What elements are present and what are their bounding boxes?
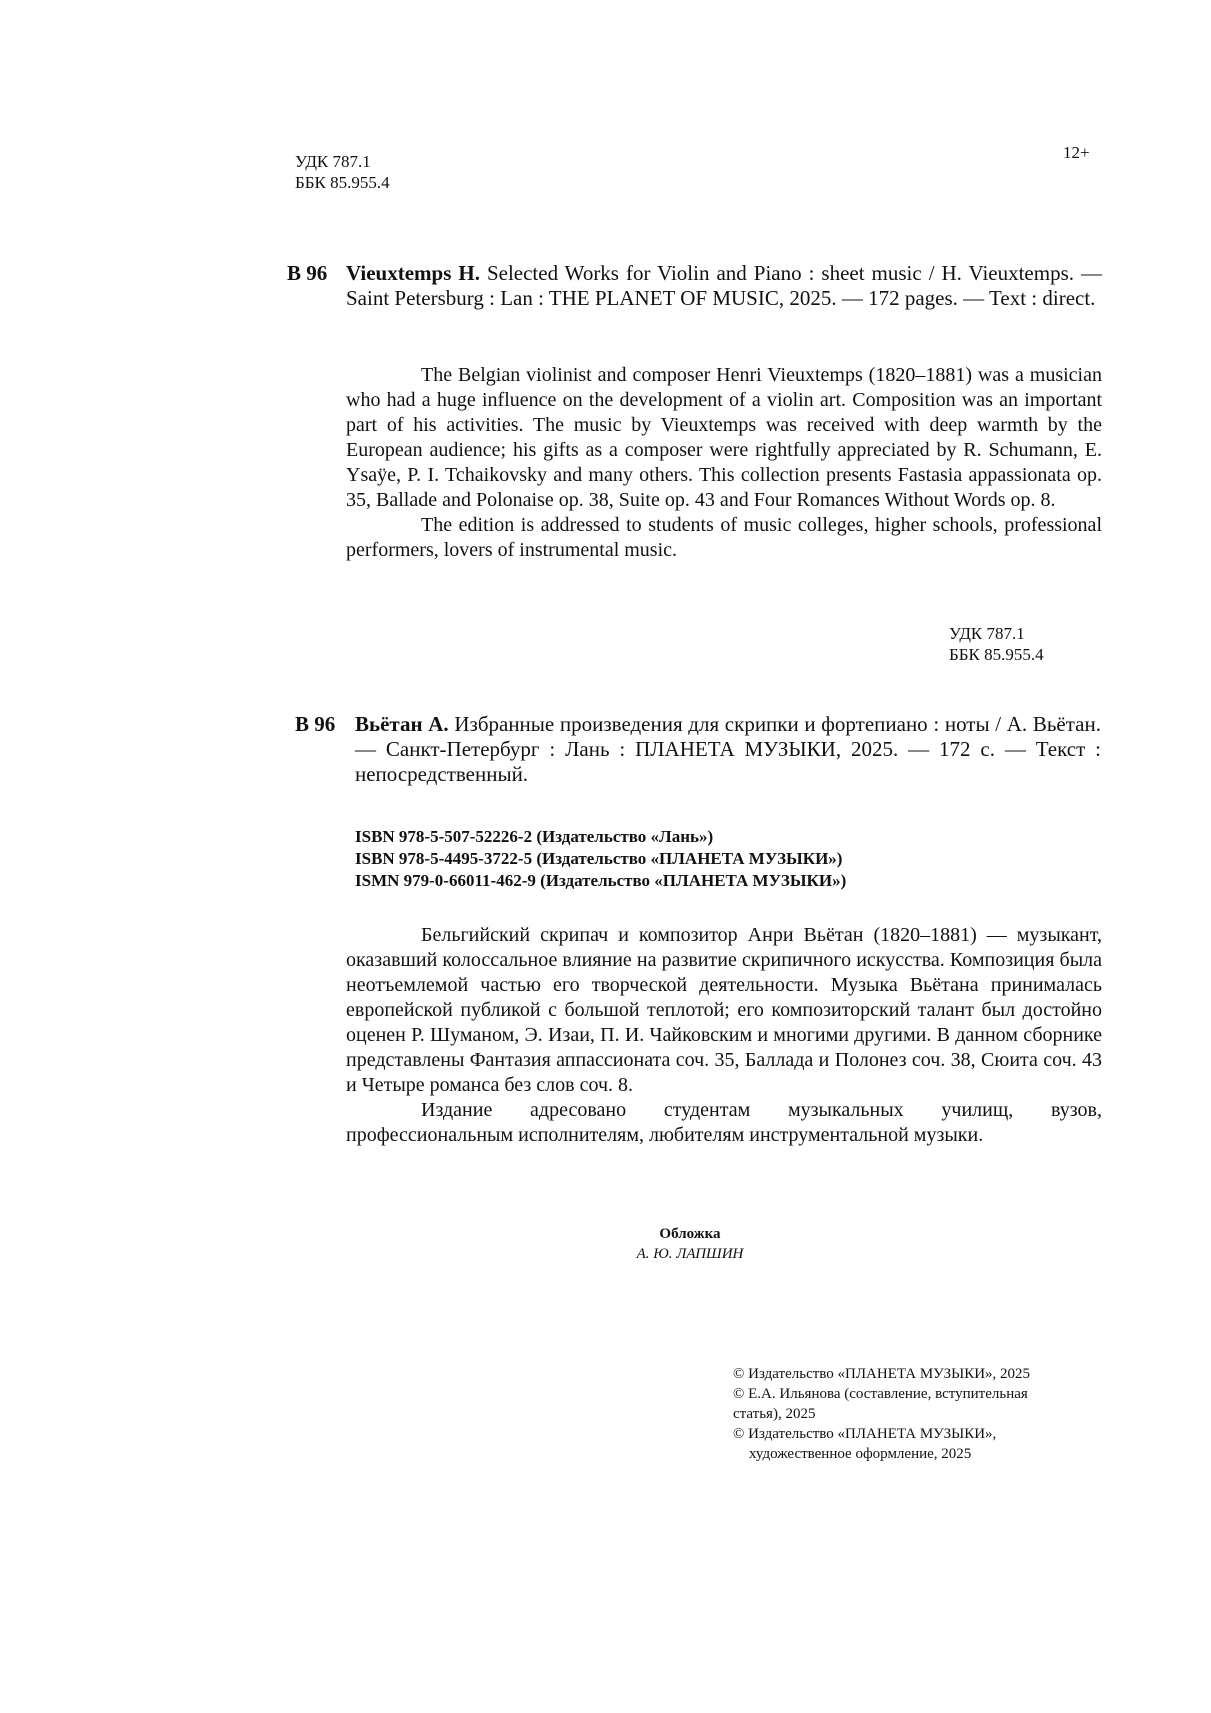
bibliographic-entry-en <box>346 261 1102 311</box>
bbk-code: ББК 85.955.4 <box>295 173 390 192</box>
copyright-line-continued: художественное оформление, 2025 <box>749 1446 972 1462</box>
ismn-line: ISMN 979-0-66011-462-9 (Издательство «ПЛАНЕТА МУЗЫКИ») <box>355 871 847 890</box>
age-rating: 12+ <box>1063 143 1090 162</box>
author-name-en: Vieuxtemps H. <box>346 261 480 285</box>
cover-label: Обложка <box>659 1226 721 1242</box>
abstract-ru-paragraph-2: Издание адресовано студентам музыкальных училищ, вузов, профессиональным исполнителям, любителям инструментальной музыки. <box>346 1099 1102 1146</box>
abstract-en-paragraph-1: The Belgian violinist and composer Henri Vieuxtemps (1820–1881) was a musician who had a huge influence on the development of a violin art. Composition was an important part of his activities. The music by Vieuxtemps was received with deep warmth by the European audience; his gifts as a composer were rightfully appreciated by R. Schumann, E. Ysaÿe, P. I. Tchaikovsky and many others. This collection presents Fastasia appassionata op. 35, Ballade and Polonaise op. 38, Suite op. 43 and Four Romances Without Words op. 8. <box>346 364 1102 511</box>
copyright-line: © Е.А. Ильянова (составление, вступительная статья), 2025 <box>733 1386 1028 1422</box>
isbn-line: ISBN 978-5-507-52226-2 (Издательство «Лань») <box>355 827 714 846</box>
udk-block-top <box>295 151 390 193</box>
author-cipher-ru: В 96 <box>295 712 336 736</box>
abstract-ru-paragraph-1: Бельгийский скрипач и композитор Анри Вьётан (1820–1881) — музыкант, оказавший колоссальное влияние на развитие скрипичного искусства. Композиция была неотъемлемой частью его творческой деятельности. Музыка Вьётана принималась европейской публикой с большой теплотой; его композиторский талант был достойно оценен Р. Шуманом, Э. Изаи, П. И. Чайковским и многими другими. В данном сборнике представлены Фантазия аппассионата соч. 35, Баллада и Полонез соч. 38, Сюита соч. 43 и Четыре романса без слов соч. 8. <box>346 924 1102 1096</box>
copyright-line: © Издательство «ПЛАНЕТА МУЗЫКИ», <box>733 1426 997 1442</box>
abstract-en <box>346 363 1102 563</box>
cover-credit <box>595 1224 785 1264</box>
bibliographic-description-en: Selected Works for Violin and Piano : sheet music / H. Vieuxtemps. — Saint Petersburg : Lan : THE PLANET OF MUSIC, 2025. — 172 pages. — Text : direct. <box>346 261 1102 310</box>
author-cipher-en: В 96 <box>287 261 328 285</box>
cover-designer: А. Ю. ЛАПШИН <box>636 1246 744 1262</box>
udk-code: УДК 787.1 <box>295 152 371 171</box>
isbn-block <box>355 826 846 892</box>
abstract-en-paragraph-2: The edition is addressed to students of music colleges, higher schools, professional performers, lovers of instrumental music. <box>346 514 1102 561</box>
udk-code: УДК 787.1 <box>949 624 1025 643</box>
udk-block-bottom <box>949 623 1044 665</box>
abstract-ru <box>346 923 1102 1148</box>
isbn-line: ISBN 978-5-4495-3722-5 (Издательство «ПЛАНЕТА МУЗЫКИ») <box>355 849 843 868</box>
copyright-line: © Издательство «ПЛАНЕТА МУЗЫКИ», 2025 <box>733 1366 1031 1382</box>
bibliographic-entry-ru <box>355 712 1101 787</box>
copyright-block <box>733 1364 1073 1464</box>
bibliographic-description-ru: Избранные произведения для скрипки и фортепиано : ноты / А. Вьётан. — Санкт-Петербург : Лань : ПЛАНЕТА МУЗЫКИ, 2025. — 172 с. — Текст : непосредственный. <box>355 712 1101 786</box>
bbk-code: ББК 85.955.4 <box>949 645 1044 664</box>
author-name-ru: Вьётан А. <box>355 712 449 736</box>
